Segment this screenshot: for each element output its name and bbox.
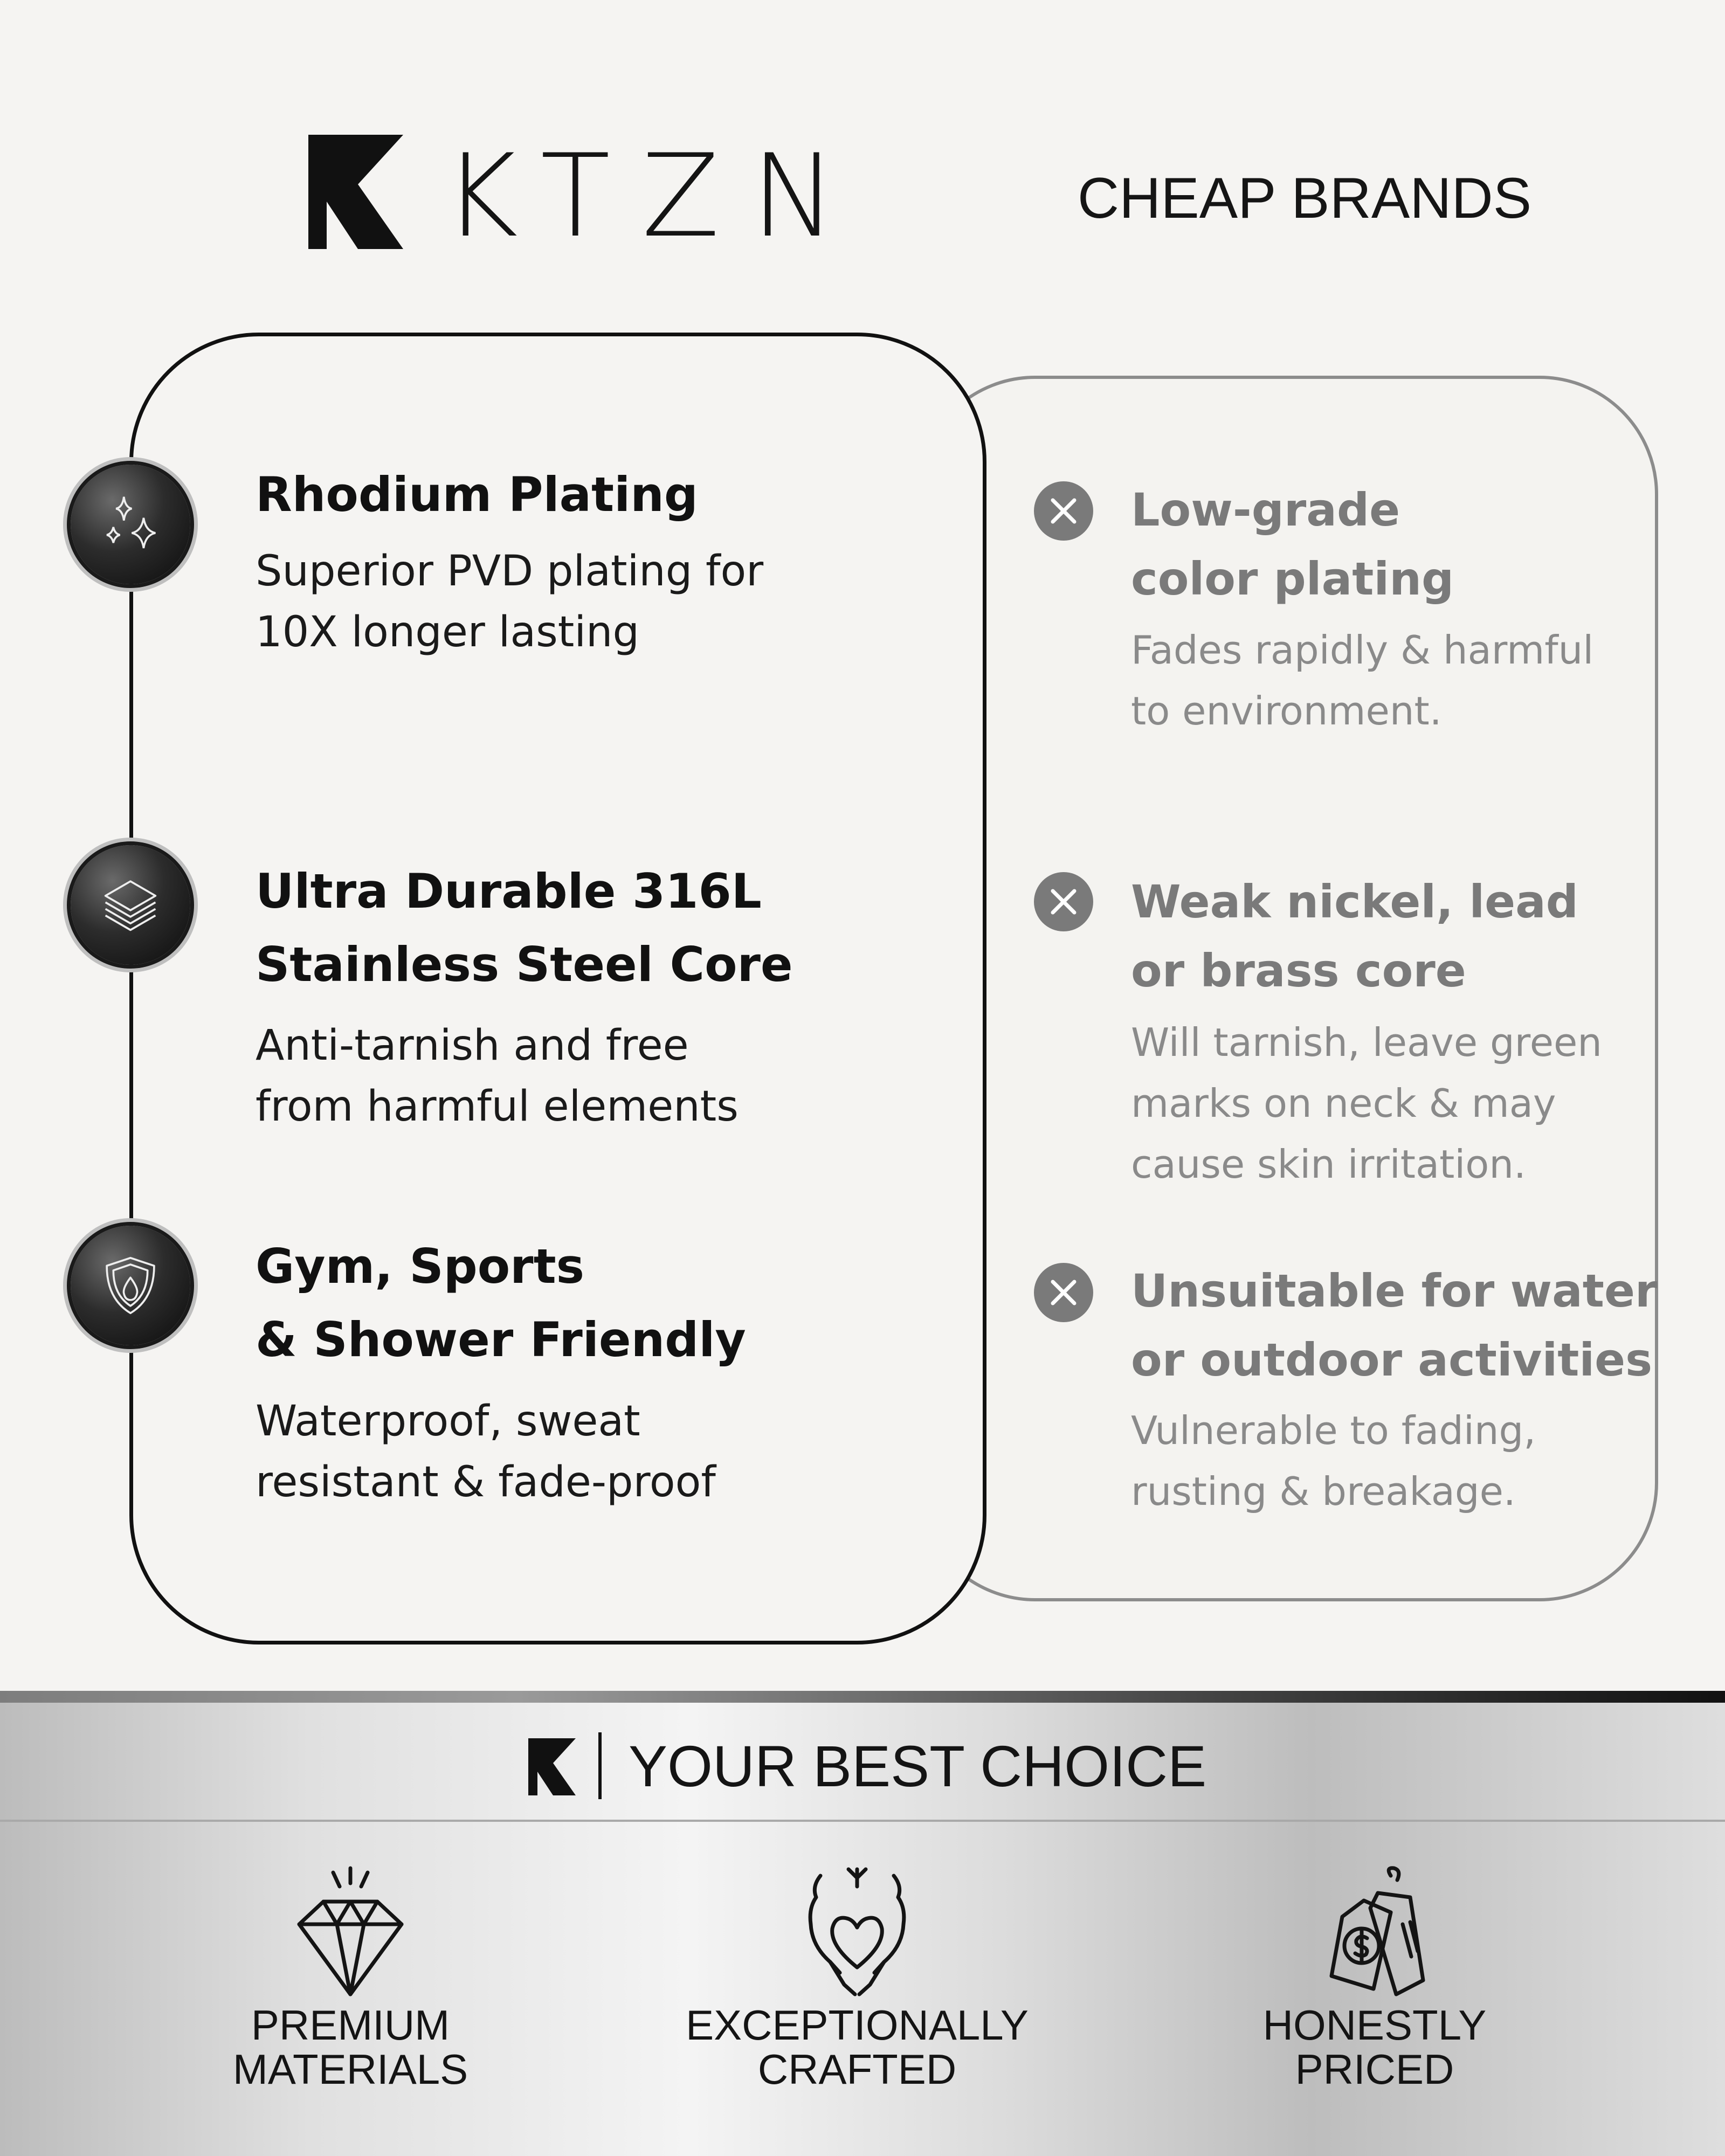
competitor-heading: CHEAP BRANDS [1077,165,1532,230]
feature-title: Ultra Durable 316L Stainless Steel Core [256,863,793,992]
sparkles-icon [71,465,190,584]
competitor-title: Unsuitable for water or outdoor activities [1131,1264,1658,1386]
x-circle-icon [1034,872,1093,931]
brand-mark-icon [308,135,403,249]
tagline [528,1731,1229,1801]
benefit-premium-materials [108,1865,593,2091]
x-circle-icon [1034,1263,1093,1322]
benefit-label: HONESTLY PRICED [1262,2001,1487,2093]
band-top-rule [0,1691,1725,1703]
feature-description: Superior PVD plating for 10X longer lasting [256,547,764,657]
feature-description: Anti-tarnish and free from harmful elements [256,1021,739,1131]
benefit-honestly-priced [1132,1865,1617,2091]
brand-logo [308,129,868,262]
layers-icon [71,845,190,965]
benefit-label: PREMIUM MATERIALS [232,2001,468,2093]
benefit-exceptionally-crafted [615,1865,1100,2091]
x-circle-icon [1034,481,1093,541]
shield-drop-icon [71,1226,190,1345]
feature-description: Waterproof, sweat resistant & fade-proof [256,1397,716,1507]
band-divider [0,1820,1725,1822]
competitor-description: Will tarnish, leave green marks on neck & may cause skin irritation. [1131,1020,1602,1187]
feature-title: Gym, Sports & Shower Friendly [256,1239,746,1367]
tagline-separator [598,1732,602,1799]
tagline-text: YOUR BEST CHOICE [629,1733,1207,1799]
diamond-icon [286,1865,415,2000]
brand-name: KTZN [443,129,868,262]
price-tag-icon [1310,1865,1439,2000]
benefit-label: EXCEPTIONALLY CRAFTED [686,2001,1029,2093]
competitor-title: Weak nickel, lead or brass core [1131,875,1578,997]
competitor-title: Low-grade color plating [1131,483,1454,605]
competitor-description: Fades rapidly & harmful to environment. [1131,627,1594,734]
competitor-description: Vulnerable to fading, rusting & breakage. [1131,1408,1536,1514]
hands-heart-icon [792,1865,922,2000]
feature-title: Rhodium Plating [256,467,698,522]
brand-mark-icon [528,1738,576,1796]
